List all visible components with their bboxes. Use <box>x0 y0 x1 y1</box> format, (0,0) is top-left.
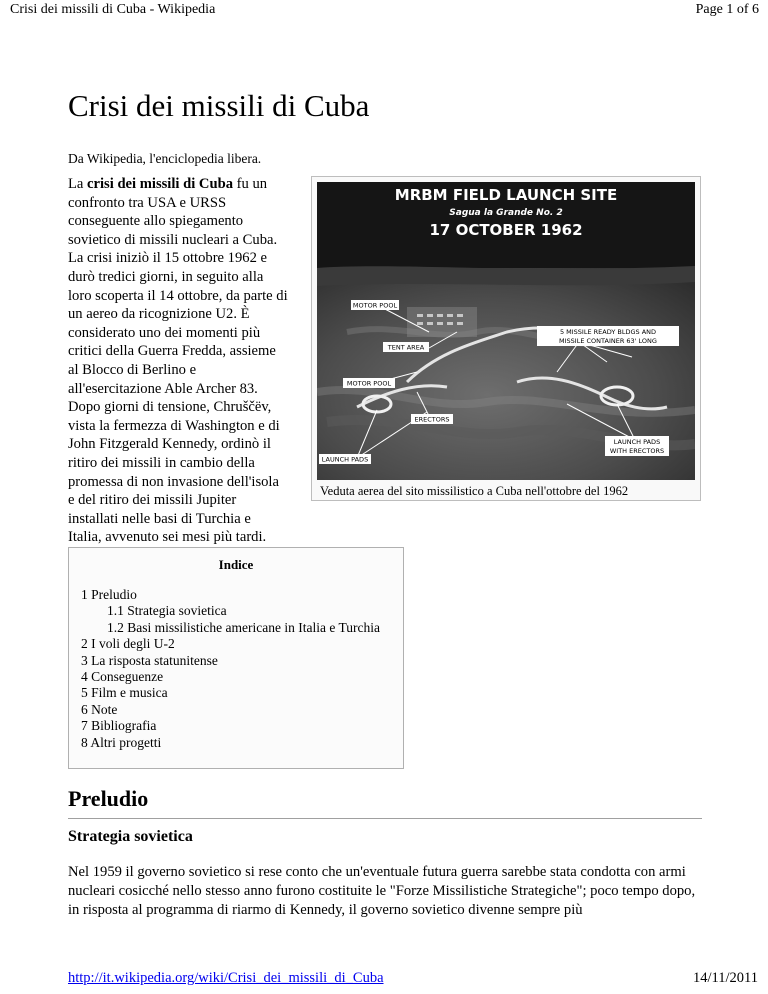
intro-prefix: La <box>68 176 88 192</box>
toc-item[interactable]: 5 Film e musica <box>81 685 168 701</box>
photo-date: 17 OCTOBER 1962 <box>429 221 583 239</box>
label-launch-pads: LAUNCH PADS <box>321 455 369 464</box>
toc-item[interactable]: 1.1 Strategia sovietica <box>107 603 227 619</box>
figure-caption: Veduta aerea del sito missilistico a Cuba nell'ottobre del 1962 <box>320 484 629 498</box>
toc-item[interactable]: 6 Note <box>81 701 118 717</box>
toc-list <box>81 587 380 751</box>
label-tent-area: TENT AREA <box>387 343 425 352</box>
toc-item[interactable]: 4 Conseguenze <box>81 669 164 685</box>
section-heading: Preludio <box>68 786 149 811</box>
section-divider <box>68 818 702 819</box>
print-header-page: Page 1 of 6 <box>695 2 759 17</box>
print-footer <box>0 964 768 994</box>
toc-item[interactable]: 1 Preludio <box>81 587 137 602</box>
label-pads-line1: LAUNCH PADS <box>613 438 661 446</box>
intro-rest: fu un confronto tra USA e URSS conseguente allo spiegamento sovietico di missili nucleari a Cuba. La crisi iniziò il 15 ottobre 1962 e durò tredici giorni, in seguito alla loro scoperta il 14 ottobre, da parte di un aereo da ricognizione U2. È considerato uno dei momenti più critici della Guerra Fredda, assieme al Blocco di Berlino e all'esercitazione Able Archer 83. Dopo giorni di tensione, Chruščëv, vista la fermezza di Washington e di John Fitzgerald Kennedy, ordinò il ritiro dei missili in cambio della promessa di non invasione dell'isola e del ritiro dei missili Jupiter installati nelle basi di Turchia e Italia, avvenuto sei mesi più tardi. <box>68 176 288 546</box>
toc-item[interactable]: 8 Altri progetti <box>81 734 162 750</box>
subsection-heading: Strategia sovietica <box>68 828 193 845</box>
print-footer-date: 14/11/2011 <box>693 970 758 986</box>
label-motor-pool-2: MOTOR POOL <box>346 379 392 388</box>
table-of-contents <box>68 547 404 769</box>
tagline: Da Wikipedia, l'enciclopedia libera. <box>68 151 262 166</box>
intro-bold-term: crisi dei missili di Cuba <box>87 176 234 192</box>
photo-title: MRBM FIELD LAUNCH SITE <box>394 186 618 204</box>
label-bldgs-line2: MISSILE CONTAINER 63' LONG <box>559 337 657 345</box>
photo-subtitle: Sagua la Grande No. 2 <box>449 208 563 218</box>
toc-title: Indice <box>218 557 254 572</box>
label-pads-line2: WITH ERECTORS <box>609 447 665 455</box>
thumbnail-figure <box>311 176 701 501</box>
section-paragraph: Nel 1959 il governo sovietico si rese conto che un'eventuale futura guerra sarebbe stata condotta con armi nucleari cosicché nello stesso anno furono costituite le "Forze Missilistiche Strategiche"; poco tempo dopo, in risposta al programma di riarmo di Kennedy, il governo sovietico divenne sempre più <box>68 864 696 918</box>
label-motor-pool-1: MOTOR POOL <box>352 301 398 310</box>
print-footer-url[interactable]: http://it.wikipedia.org/wiki/Crisi_dei_missili_di_Cuba <box>68 970 384 986</box>
print-header <box>0 0 768 22</box>
toc-item[interactable]: 3 La risposta statunitense <box>81 652 218 668</box>
print-header-title: Crisi dei missili di Cuba - Wikipedia <box>10 2 216 17</box>
aerial-photo[interactable] <box>317 182 695 480</box>
label-erectors: ERECTORS <box>414 415 450 424</box>
toc-item[interactable]: 7 Bibliografia <box>81 718 157 734</box>
toc-item[interactable]: 2 I voli degli U-2 <box>81 636 175 652</box>
toc-item[interactable]: 1.2 Basi missilistiche americane in Italia e Turchia <box>107 619 380 635</box>
page-title: Crisi dei missili di Cuba <box>68 88 370 123</box>
label-bldgs-line1: 5 MISSILE READY BLDGS AND <box>559 328 657 336</box>
intro-paragraph <box>68 175 288 547</box>
